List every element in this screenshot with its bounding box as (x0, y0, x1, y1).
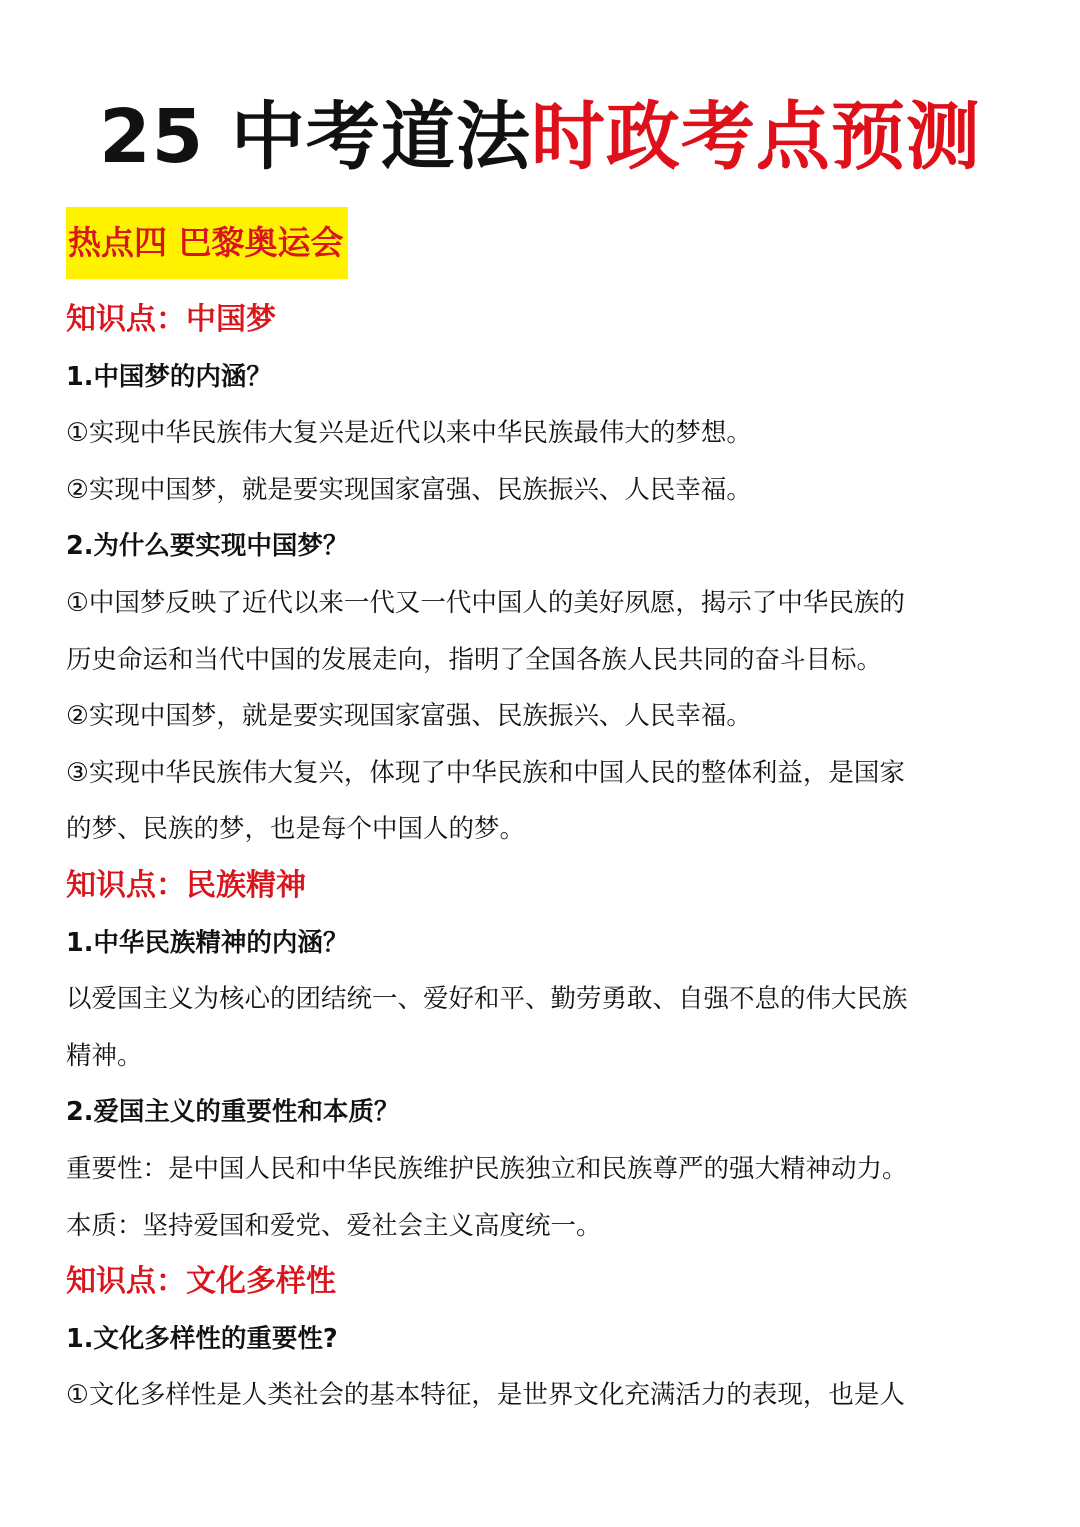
title-black-part: 25 中考道法 (99, 94, 531, 180)
question-line: 2.为什么要实现中国梦？ (66, 531, 349, 562)
answer-line: 以爱国主义为核心的团结统一、爱好和平、勤劳勇敢、自强不息的伟大民族 (66, 984, 908, 1015)
title-red-part: 时政考点预测 (530, 94, 981, 180)
question-line: 1.中国梦的内涵？ (66, 361, 272, 392)
answer-line: 重要性：是中国人民和中华民族维护民族独立和民族尊严的强大精神动力。 (66, 1153, 908, 1184)
knowledge-point-heading: 知识点：文化多样性 (66, 1264, 336, 1300)
question-line: 1.文化多样性的重要性? (66, 1323, 338, 1354)
answer-line: ①实现中华民族伟大复兴是近代以来中华民族最伟大的梦想。 (66, 418, 752, 449)
answer-line: 的梦、民族的梦，也是每个中国人的梦。 (66, 814, 526, 845)
knowledge-point-heading: 知识点：民族精神 (66, 867, 306, 903)
answer-line: ①中国梦反映了近代以来一代又一代中国人的美好夙愿，揭示了中华民族的 (66, 587, 905, 618)
page-title (0, 92, 1080, 182)
answer-line: 历史命运和当代中国的发展走向，指明了全国各族人民共同的奋斗目标。 (66, 644, 883, 675)
knowledge-point-heading: 知识点：中国梦 (66, 302, 276, 337)
answer-line: ②实现中国梦，就是要实现国家富强、民族振兴、人民幸福。 (66, 474, 752, 505)
question-line: 2.爱国主义的重要性和本质？ (66, 1097, 400, 1128)
answer-line: 精神。 (66, 1040, 143, 1071)
answer-line: 本质：坚持爱国和爱党、爱社会主义高度统一。 (66, 1210, 602, 1241)
answer-line: ①文化多样性是人类社会的基本特征，是世界文化充满活力的表现，也是人 (66, 1380, 905, 1411)
hot-topic-tag: 热点四 巴黎奥运会 (66, 207, 348, 279)
content-body (66, 292, 1026, 1424)
answer-line: ②实现中国梦，就是要实现国家富强、民族振兴、人民幸福。 (66, 701, 752, 732)
answer-line: ③实现中华民族伟大复兴，体现了中华民族和中国人民的整体利益，是国家 (66, 757, 905, 788)
question-line: 1.中华民族精神的内涵？ (66, 927, 349, 958)
